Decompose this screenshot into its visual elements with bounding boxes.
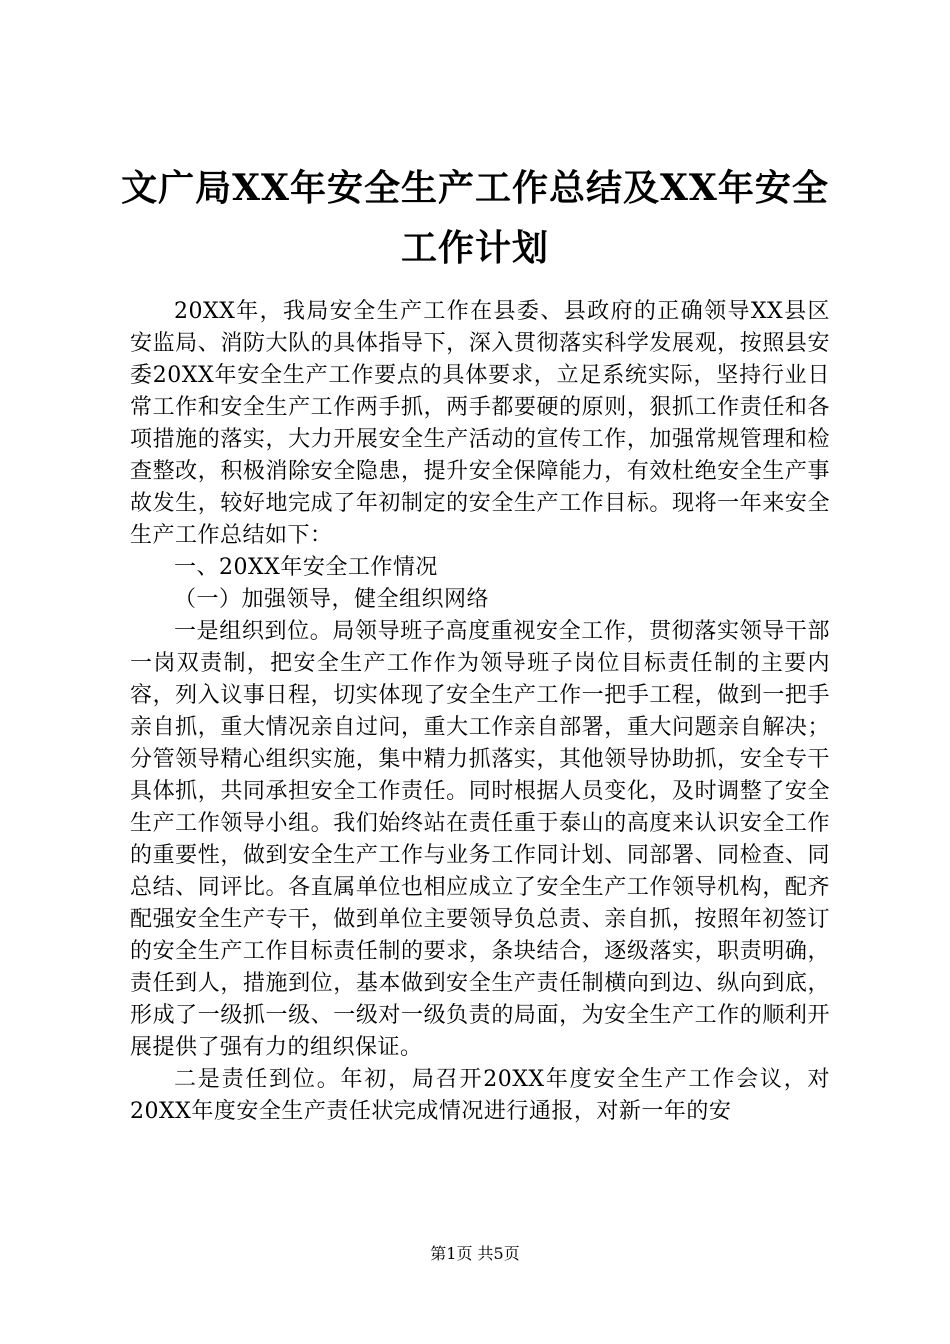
body-paragraph: 二是责任到位。年初，局召开20XX年度安全生产工作会议，对20XX年度安全生产责任状完成情况进行通报，对新一年的安 xyxy=(130,1067,830,1124)
document-body xyxy=(130,296,830,1128)
page-number-footer: 第1页 共5页 xyxy=(430,1244,520,1263)
subsection-heading: （一）加强领导，健全组织网络 xyxy=(174,587,490,612)
body-paragraph: 一是组织到位。局领导班子高度重视安全工作，贯彻落实领导干部一岗双责制，把安全生产工作作为领导班子岗位目标责任制的主要内容，列入议事日程，切实体现了安全生产工作一把手工程，做到一把手亲自抓，重大情况亲自过问，重大工作亲自部署，重大问题亲自解决；分管领导精心组织实施，集中精力抓落实，其他领导协助抓，安全专干具体抓，共同承担安全工作责任。同时根据人员变化，及时调整了安全生产工作领导小组。我们始终站在责任重于泰山的高度来认识安全工作的重要性，做到安全生产工作与业务工作同计划、同部署、同检查、同总结、同评比。各直属单位也相应成立了安全生产工作领导机构，配齐配强安全生产专干，做到单位主要领导负总责、亲自抓，按照年初签订的安全生产工作目标责任制的要求，条块结合，逐级落实，职责明确，责任到人，措施到位，基本做到安全生产责任制横向到边、纵向到底，形成了一级抓一级、一级对一级负责的局面，为安全生产工作的顺利开展提供了强有力的组织保证。 xyxy=(130,619,830,1060)
section-heading: 一、20XX年安全工作情况 xyxy=(174,555,438,580)
intro-paragraph: 20XX年，我局安全生产工作在县委、县政府的正确领导XX县区安监局、消防大队的具体指导下，深入贯彻落实科学发展观，按照县安委20XX年安全生产工作要点的具体要求，立足系统实际，坚持行业日常工作和安全生产工作两手抓，两手都要硬的原则，狠抓工作责任和各项措施的落实，大力开展安全生产活动的宣传工作，加强常规管理和检查整改，积极消除安全隐患，提升安全保障能力，有效杜绝安全生产事故发生，较好地完成了年初制定的安全生产工作目标。现将一年来安全生产工作总结如下： xyxy=(130,299,830,548)
document-title: 文广局XX年安全生产工作总结及XX年安全工作计划 xyxy=(121,167,829,269)
